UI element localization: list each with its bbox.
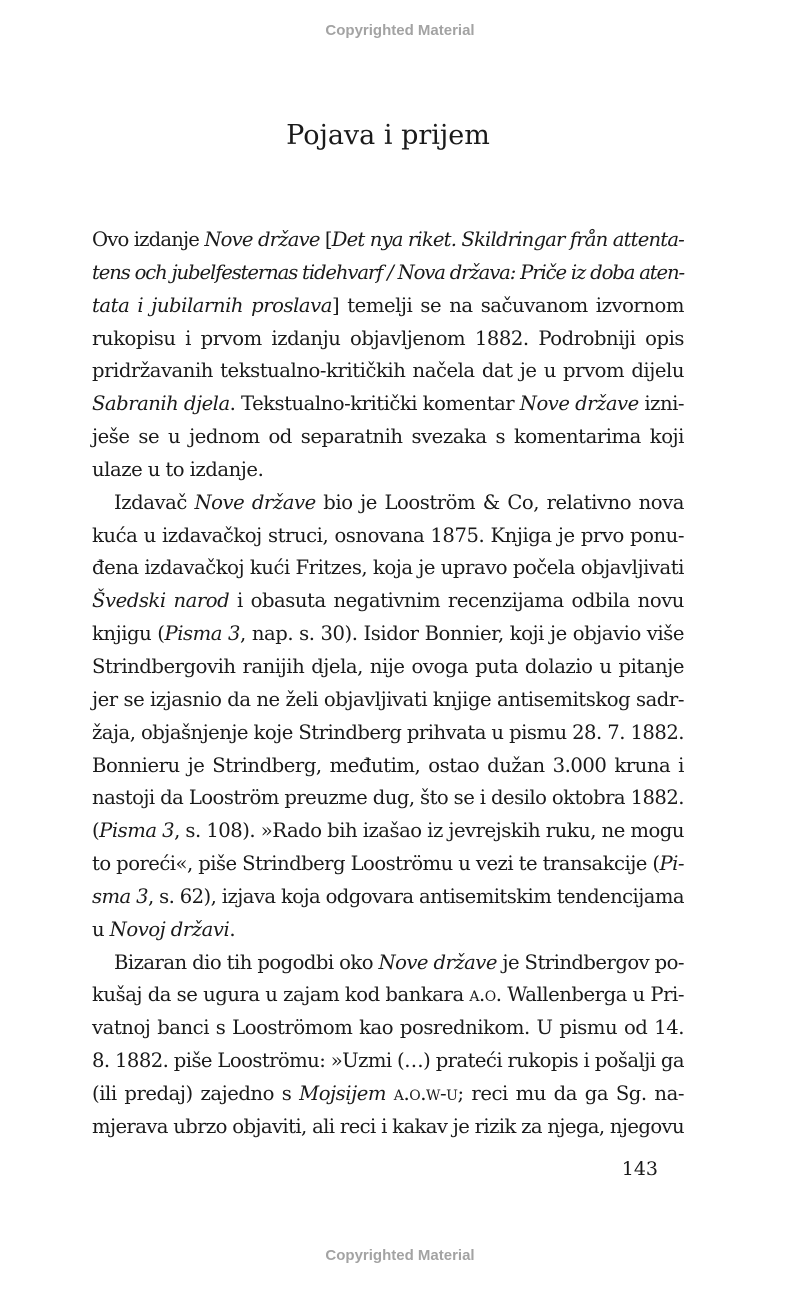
italic-text: Det nya riket. Skildringar från attenta- bbox=[331, 228, 684, 251]
text-segment: , s. 62), izjava koja odgovara antisemitskim tendencijama bbox=[148, 884, 684, 908]
italic-text: Pisma 3 bbox=[164, 622, 241, 646]
text-line bbox=[92, 520, 684, 553]
italic-text: tata i jubilarnih proslava bbox=[92, 293, 332, 317]
text-segment: 8. 1882. piše Looströmu: »Uzmi (…) prateći rukopis i pošalji ga bbox=[92, 1049, 684, 1073]
text-line bbox=[92, 585, 684, 618]
text-segment bbox=[386, 1082, 394, 1105]
text-segment: je Strindbergov po- bbox=[496, 950, 684, 974]
text-line bbox=[92, 684, 684, 717]
watermark-bottom: Copyrighted Material bbox=[325, 1247, 475, 1264]
text-line bbox=[92, 257, 684, 290]
text-line bbox=[92, 1111, 684, 1144]
small-caps-text: a.o.w-u bbox=[393, 1081, 458, 1105]
text-line bbox=[92, 1012, 684, 1045]
body-text bbox=[92, 224, 684, 1144]
chapter-title: Pojava i prijem bbox=[286, 120, 490, 151]
italic-text: Pisma 3 bbox=[99, 819, 175, 843]
text-segment: i obasuta negativnim recenzijama odbila novu bbox=[229, 589, 684, 613]
text-line bbox=[92, 782, 684, 815]
italic-text: Nove države bbox=[378, 950, 497, 974]
italic-text: Nove države bbox=[194, 490, 316, 514]
text-segment: jer se izjasnio da ne želi objavljivati knjige antisemitskog sadr- bbox=[92, 687, 684, 711]
italic-text: tens och jubelfesternas tidehvarf / Nova država: Priče iz doba aten- bbox=[92, 260, 684, 284]
text-segment: žaja, objašnjenje koje Strindberg prihvata u pismu 28. 7. 1882. bbox=[92, 720, 684, 744]
text-line bbox=[92, 618, 684, 651]
text-line bbox=[92, 750, 684, 783]
text-line bbox=[92, 947, 684, 980]
text-line bbox=[92, 881, 684, 914]
text-line bbox=[92, 1078, 684, 1111]
text-segment: pridržavanih tekstualno-kritičkih načela dat je u prvom dijelu bbox=[92, 359, 684, 383]
text-segment: knjigu ( bbox=[92, 622, 165, 646]
text-line bbox=[92, 717, 684, 750]
italic-text: Sabranih djela bbox=[92, 392, 230, 416]
italic-text: Švedski narod bbox=[92, 589, 230, 613]
text-segment: , nap. s. 30). Isidor Bonnier, koji je objavio više bbox=[240, 622, 684, 646]
text-segment: nastoji da Looström preuzme dug, što se i desilo oktobra 1882. bbox=[92, 786, 684, 810]
text-line bbox=[92, 355, 684, 388]
text-segment: ( bbox=[92, 819, 100, 843]
italic-text: Pi- bbox=[659, 852, 684, 876]
italic-text: Novoj državi bbox=[109, 917, 230, 941]
text-segment: [ bbox=[319, 228, 332, 251]
text-line bbox=[92, 914, 684, 947]
text-segment: u bbox=[92, 917, 110, 941]
page-number: 143 bbox=[621, 1158, 658, 1180]
text-line bbox=[92, 323, 684, 356]
watermark-top: Copyrighted Material bbox=[325, 22, 475, 39]
text-segment: to poreći«, piše Strindberg Looströmu u vezi te transakcije ( bbox=[92, 852, 660, 876]
text-line bbox=[92, 487, 684, 520]
text-line bbox=[92, 421, 684, 454]
text-segment: mjerava ubrzo objaviti, ali reci i kakav je rizik za njega, njegovu bbox=[92, 1114, 684, 1138]
italic-text: Nove države bbox=[204, 228, 320, 251]
italic-text: sma 3 bbox=[92, 884, 148, 908]
text-line bbox=[92, 552, 684, 585]
text-segment: . Tekstualno-kritički komentar bbox=[229, 392, 520, 416]
text-segment: Wallenberga u Pri- bbox=[501, 983, 684, 1007]
text-segment: , s. 108). »Rado bih izašao iz jevrejskih ruku, ne mogu bbox=[174, 819, 684, 843]
text-line bbox=[92, 388, 684, 421]
text-segment: ] temelji se na sačuvanom izvornom bbox=[332, 293, 684, 317]
text-segment: Bonnieru je Strindberg, međutim, ostao dužan 3.000 kruna i bbox=[92, 753, 684, 777]
text-segment: . bbox=[229, 917, 236, 941]
text-segment: kuća u izdavačkoj struci, osnovana 1875. Knjiga je prvo ponu- bbox=[92, 523, 684, 547]
text-segment: vatnoj banci s Looströmom kao posrednikom. U pismu od 14. bbox=[92, 1016, 684, 1040]
italic-text: Mojsijem bbox=[299, 1081, 387, 1105]
text-segment: ješe se u jednom od separatnih svezaka s komentarima koji bbox=[92, 425, 684, 449]
text-segment: Izdavač bbox=[114, 490, 195, 514]
text-line bbox=[92, 290, 684, 323]
text-line bbox=[92, 979, 684, 1012]
text-segment: Ovo izdanje bbox=[92, 228, 205, 251]
text-line bbox=[92, 651, 684, 684]
text-segment: ; reci mu da ga Sg. na- bbox=[457, 1081, 684, 1105]
text-segment: izni- bbox=[638, 392, 685, 416]
text-line bbox=[92, 815, 684, 848]
text-segment: bio je Looström & Co, relativno nova bbox=[315, 490, 684, 514]
text-line bbox=[92, 1045, 684, 1078]
text-line bbox=[92, 224, 684, 257]
italic-text: Nove države bbox=[519, 392, 639, 416]
text-segment: (ili predaj) zajedno s bbox=[92, 1081, 300, 1105]
text-line bbox=[92, 454, 684, 487]
text-segment: kušaj da se ugura u zajam kod bankara bbox=[92, 983, 470, 1007]
text-segment: Bizaran dio tih pogodbi oko bbox=[114, 950, 379, 974]
small-caps-text: a.o. bbox=[469, 983, 502, 1007]
text-segment: ulaze u to izdanje. bbox=[92, 457, 264, 481]
text-segment: Strindbergovih ranijih djela, nije ovoga puta dolazio u pitanje bbox=[92, 654, 684, 678]
text-line bbox=[92, 848, 684, 881]
text-segment: đena izdavačkoj kući Fritzes, koja je upravo počela objavljivati bbox=[92, 556, 684, 580]
text-segment: rukopisu i prvom izdanju objavljenom 1882. Podrobniji opis bbox=[92, 326, 684, 350]
